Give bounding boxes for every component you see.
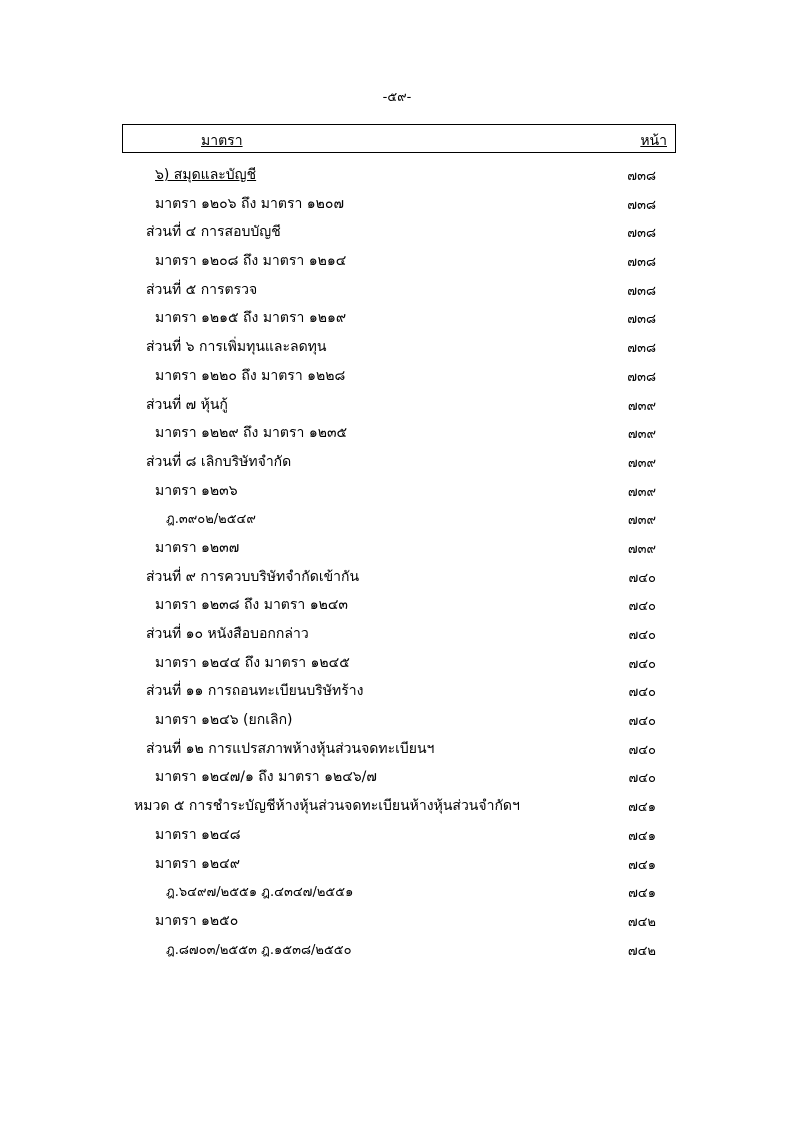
toc-entry-page: ๗๔๐	[628, 628, 656, 643]
toc-entry	[0, 820, 794, 849]
toc-entry	[0, 246, 794, 275]
toc-entry-page: ๗๓๙	[627, 484, 656, 500]
toc-entry	[0, 361, 794, 390]
toc-entry-section: ส่วนที่ ๕ การตรวจ	[146, 281, 258, 298]
toc-entry	[0, 160, 794, 189]
toc-entry	[0, 762, 794, 791]
toc-entry-page: ๗๓๘	[627, 369, 656, 385]
toc-entry-section: ส่วนที่ ๔ การสอบบัญชี	[146, 224, 281, 241]
toc-entry	[0, 533, 794, 562]
toc-entry-article: มาตรา ๑๒๑๕ ถึง มาตรา ๑๒๑๙	[155, 310, 347, 327]
toc-entry	[0, 418, 794, 447]
toc-entry-page: ๗๔๒	[627, 943, 656, 959]
toc-entry-ruling: ฎ.๘๗๐๓/๒๕๕๓ ฎ.๑๕๓๘/๒๕๕๐	[166, 942, 352, 958]
toc-entry-page: ๗๓๘	[627, 197, 656, 213]
toc-entry-article: มาตรา ๑๒๓๘ ถึง มาตรา ๑๒๔๓	[155, 597, 349, 614]
toc-entry-page: ๗๔๐	[628, 685, 656, 701]
toc-entry	[0, 935, 794, 964]
table-of-contents	[0, 160, 794, 963]
toc-entry-article: มาตรา ๑๒๓๖	[155, 482, 238, 499]
toc-entry	[0, 791, 794, 820]
toc-entry	[0, 619, 794, 648]
toc-entry-article: ๖) สมุดและบัญชี	[155, 167, 257, 183]
toc-entry-page: ๗๔๐	[628, 570, 656, 586]
toc-entry-section: ส่วนที่ ๑๒ การแปรสภาพห้างหุ้นส่วนจดทะเบียนฯ	[146, 740, 435, 757]
toc-entry-article: มาตรา ๑๒๔๘	[155, 826, 241, 843]
toc-entry-page: ๗๓๘	[627, 255, 656, 271]
toc-entry	[0, 849, 794, 878]
toc-entry	[0, 590, 794, 619]
column-heading-page: หน้า	[640, 133, 667, 149]
toc-entry-article: มาตรา ๑๒๒๙ ถึง มาตรา ๑๒๓๕	[155, 425, 348, 442]
toc-entry	[0, 676, 794, 705]
toc-entry-article: มาตรา ๑๒๒๐ ถึง มาตรา ๑๒๒๘	[155, 367, 346, 384]
toc-entry	[0, 332, 794, 361]
toc-entry-section: ส่วนที่ ๑๐ หนังสือบอกกล่าว	[146, 626, 309, 642]
toc-entry	[0, 189, 794, 218]
toc-entry	[0, 734, 794, 763]
toc-entry-page: ๗๓๘	[627, 169, 656, 184]
toc-entry-article: มาตรา ๑๒๔๖ (ยกเลิก)	[155, 712, 293, 729]
page-number: -๕๙-	[382, 90, 412, 105]
toc-entry	[0, 705, 794, 734]
toc-entry-page: ๗๔๑	[628, 828, 656, 844]
toc-entry-section: ส่วนที่ ๖ การเพิ่มทุนและลดทุน	[146, 339, 327, 356]
toc-entry-article: มาตรา ๑๒๐๘ ถึง มาตรา ๑๒๑๔	[155, 253, 347, 270]
toc-entry	[0, 303, 794, 332]
toc-entry-article: มาตรา ๑๒๔๗/๑ ถึง มาตรา ๑๒๔๖/๗	[155, 769, 377, 786]
toc-entry-page: ๗๓๙	[627, 541, 656, 557]
toc-entry-section: ส่วนที่ ๙ การควบบริษัทจำกัดเข้ากัน	[146, 568, 360, 585]
toc-entry-ruling: ฎ.๖๔๙๗/๒๕๕๑ ฎ.๔๓๔๗/๒๕๕๑	[166, 885, 354, 901]
toc-entry-section: ส่วนที่ ๘ เลิกบริษัทจำกัด	[146, 453, 292, 470]
toc-entry-page: ๗๓๘	[627, 341, 656, 357]
toc-entry	[0, 504, 794, 533]
toc-entry-page: ๗๓๙	[627, 455, 656, 471]
toc-entry-article: มาตรา ๑๒๔๙	[155, 855, 240, 872]
toc-entry	[0, 447, 794, 476]
toc-entry-page: ๗๔๐	[628, 599, 656, 615]
toc-entry-page: ๗๔๑	[628, 886, 656, 902]
toc-entry-article: มาตรา ๑๒๕๐	[155, 912, 239, 929]
toc-entry-page: ๗๓๙	[627, 427, 656, 443]
toc-entry-page: ๗๓๙	[627, 513, 656, 529]
toc-entry	[0, 562, 794, 591]
column-heading-section: มาตรา	[201, 133, 243, 149]
toc-entry	[0, 906, 794, 935]
toc-entry-ruling: ฎ.๓๙๐๒/๒๕๔๙	[166, 512, 256, 528]
toc-entry	[0, 476, 794, 505]
toc-header	[122, 124, 676, 153]
toc-entry-page: ๗๔๒	[627, 914, 656, 930]
toc-entry	[0, 648, 794, 677]
toc-entry-page: ๗๔๐	[628, 656, 656, 672]
toc-entry-page: ๗๔๐	[628, 714, 656, 730]
toc-entry-article: มาตรา ๑๒๓๗	[155, 539, 240, 556]
toc-entry-page: ๗๓๙	[627, 398, 656, 414]
toc-entry-article: มาตรา ๑๒๔๔ ถึง มาตรา ๑๒๔๕	[155, 654, 350, 671]
toc-entry-article: มาตรา ๑๒๐๖ ถึง มาตรา ๑๒๐๗	[155, 195, 344, 212]
toc-entry-page: ๗๔๐	[628, 771, 656, 787]
toc-entry-page: ๗๓๘	[627, 283, 656, 299]
toc-entry-section: ส่วนที่ ๑๑ การถอนทะเบียนบริษัทร้าง	[146, 683, 364, 700]
toc-entry	[0, 275, 794, 304]
toc-entry	[0, 877, 794, 906]
toc-entry-page: ๗๓๘	[627, 226, 656, 242]
toc-entry-page: ๗๔๑	[628, 800, 656, 816]
toc-entry-page: ๗๔๑	[628, 857, 656, 873]
toc-entry	[0, 217, 794, 246]
toc-entry	[0, 390, 794, 419]
toc-entry-section: ส่วนที่ ๗ หุ้นกู้	[146, 396, 228, 413]
toc-entry-page: ๗๔๐	[628, 742, 656, 758]
toc-entry-chapter: หมวด ๕ การชำระบัญชีห้างหุ้นส่วนจดทะเบียนห้างหุ้นส่วนจำกัดฯ	[134, 798, 520, 815]
toc-entry-page: ๗๓๘	[627, 312, 656, 328]
